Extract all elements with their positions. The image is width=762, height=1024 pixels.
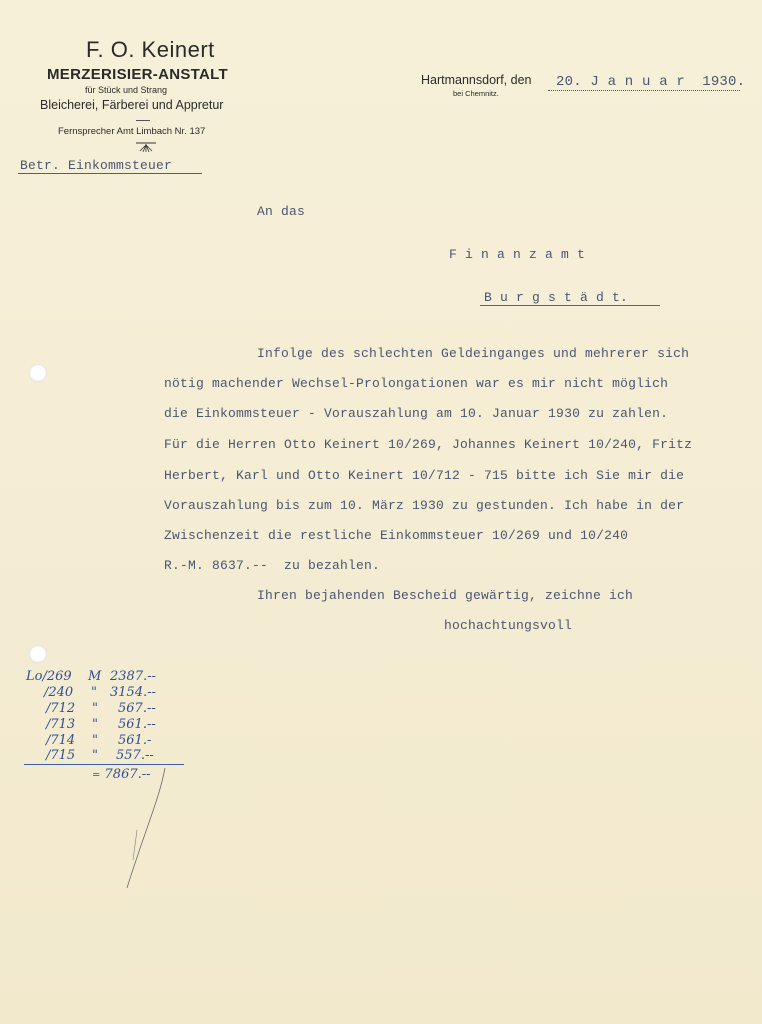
letter-date: 20. J a n u a r 1930. [556,74,746,90]
pencil-stroke-icon [115,760,175,900]
ledger-amount: 557.-- [116,748,154,763]
ledger-account: /714 [46,733,76,748]
ledger-mark: " [92,701,98,716]
company-phone: Fernsprecher Amt Limbach Nr. 137 [58,126,206,137]
body-line-6: Vorauszahlung bis zum 10. März 1930 zu gestunden. Ich habe in der [164,498,685,513]
body-line-2: nötig machender Wechsel-Prolongationen war es mir nicht möglich [164,376,669,391]
ledger-row [26,733,186,749]
company-specialty: für Stück und Strang [85,85,168,95]
recipient-line2: F i n a n z a m t [449,247,586,262]
ledger-account: Lo/269 [26,669,72,684]
body-line-3: die Einkommsteuer - Vorauszahlung am 10. Januar 1930 zu zahlen. [164,406,669,421]
body-line-1: Infolge des schlechten Geldeinganges und mehrerer sich [257,346,690,361]
ledger-mark: M [88,669,102,684]
ledger-amount: 567.-- [118,701,156,716]
company-services: Bleicherei, Färberei und Appretur [40,98,224,112]
punch-hole-bottom [29,645,47,663]
ledger-total-amount: 7867.-- [104,767,151,782]
ledger-amount: 2387.-- [110,669,157,684]
ledger-account: /240 [44,685,74,700]
company-business: MERZERISIER-ANSTALT [47,66,228,83]
recipient-line1: An das [257,204,306,219]
body-line-5: Herbert, Karl und Otto Keinert 10/712 - 715 bitte ich Sie mir die [164,468,685,483]
date-underline [548,90,740,91]
body-line-4: Für die Herren Otto Keinert 10/269, Johannes Keinert 10/240, Fritz [164,437,693,452]
ledger-mark: " [92,733,98,748]
place-label: Hartmannsdorf, den [421,73,532,87]
ornament-icon [134,141,158,159]
ledger-amount: 561.- [118,733,152,748]
letterhead-divider [136,120,150,121]
punch-hole-top [29,364,47,382]
ledger-mark: " [92,717,98,732]
body-line-7: Zwischenzeit die restliche Einkommsteuer 10/269 und 10/240 [164,528,629,543]
sum-mark-icon: = [92,770,101,781]
ledger-row [26,701,186,717]
recipient-underline [480,305,660,306]
closing-line-1: Ihren bejahenden Bescheid gewärtig, zeichne ich [257,588,634,603]
closing-line-2: hochachtungsvoll [444,618,573,633]
ledger-account: /713 [46,717,76,732]
ledger-mark: " [91,685,97,700]
company-name: F. O. Keinert [86,37,215,62]
ledger-row [26,685,186,701]
place-sub: bei Chemnitz. [453,89,499,98]
subject-underline [18,173,202,174]
ledger-amount: 3154.-- [110,685,157,700]
ledger-mark: " [92,748,98,763]
ledger-amount: 561.-- [118,717,156,732]
recipient-line3: B u r g s t ä d t. [484,290,629,305]
ledger-account: /712 [46,701,76,716]
ledger-row [26,669,186,685]
subject-line: Betr. Einkommsteuer [20,158,173,173]
ledger-account: /715 [46,748,76,763]
body-line-8: R.-M. 8637.-- zu bezahlen. [164,558,381,573]
ledger-row [26,717,186,733]
